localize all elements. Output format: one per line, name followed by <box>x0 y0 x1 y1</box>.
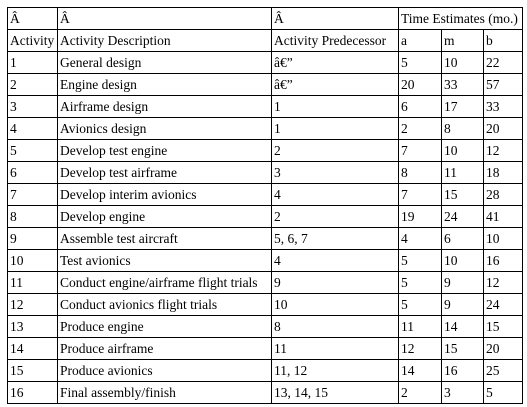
estimate-b-cell: 12 <box>484 140 523 162</box>
column-header-m: m <box>442 30 484 52</box>
estimate-a-cell: 5 <box>399 294 442 316</box>
estimate-b-cell: 28 <box>484 184 523 206</box>
predecessor-cell: 5, 6, 7 <box>272 228 399 250</box>
predecessor-cell: 13, 14, 15 <box>272 382 399 404</box>
predecessor-cell: 11 <box>272 338 399 360</box>
predecessor-cell: 8 <box>272 316 399 338</box>
description-cell: Avionics design <box>58 118 272 140</box>
activity-cell: 8 <box>8 206 58 228</box>
predecessor-cell: 4 <box>272 250 399 272</box>
estimate-b-cell: 10 <box>484 228 523 250</box>
predecessor-cell: 2 <box>272 206 399 228</box>
estimate-m-cell: 17 <box>442 96 484 118</box>
estimate-m-cell: 15 <box>442 338 484 360</box>
description-cell: Develop test airframe <box>58 162 272 184</box>
estimate-a-cell: 7 <box>399 140 442 162</box>
activity-cell: 5 <box>8 140 58 162</box>
estimate-b-cell: 16 <box>484 250 523 272</box>
estimate-b-cell: 22 <box>484 52 523 74</box>
activity-cell: 13 <box>8 316 58 338</box>
estimate-a-cell: 6 <box>399 96 442 118</box>
activity-cell: 6 <box>8 162 58 184</box>
estimate-m-cell: 24 <box>442 206 484 228</box>
description-cell: Conduct engine/airframe flight trials <box>58 272 272 294</box>
description-cell: Airframe design <box>58 96 272 118</box>
estimate-a-cell: 14 <box>399 360 442 382</box>
predecessor-cell: 4 <box>272 184 399 206</box>
table-row <box>8 184 523 206</box>
activity-cell: 9 <box>8 228 58 250</box>
table-row <box>8 206 523 228</box>
estimate-b-cell: 5 <box>484 382 523 404</box>
estimate-m-cell: 10 <box>442 52 484 74</box>
estimate-b-cell: 57 <box>484 74 523 96</box>
estimate-m-cell: 33 <box>442 74 484 96</box>
table-row <box>8 316 523 338</box>
time-estimates-header: Time Estimates (mo.) <box>399 8 523 30</box>
table-row <box>8 52 523 74</box>
estimate-m-cell: 6 <box>442 228 484 250</box>
estimate-m-cell: 10 <box>442 250 484 272</box>
estimate-b-cell: 18 <box>484 162 523 184</box>
description-cell: Develop test engine <box>58 140 272 162</box>
predecessor-cell: 1 <box>272 118 399 140</box>
description-cell: Final assembly/finish <box>58 382 272 404</box>
top-header-cell-2: Â <box>58 8 272 30</box>
description-cell: Develop engine <box>58 206 272 228</box>
estimate-m-cell: 10 <box>442 140 484 162</box>
estimate-b-cell: 15 <box>484 316 523 338</box>
estimate-b-cell: 41 <box>484 206 523 228</box>
estimate-a-cell: 5 <box>399 272 442 294</box>
activity-cell: 4 <box>8 118 58 140</box>
description-cell: Assemble test aircraft <box>58 228 272 250</box>
activity-cell: 3 <box>8 96 58 118</box>
estimate-a-cell: 2 <box>399 382 442 404</box>
predecessor-cell: 1 <box>272 96 399 118</box>
table-row <box>8 360 523 382</box>
estimate-a-cell: 2 <box>399 118 442 140</box>
column-header-predecessor: Activity Predecessor <box>272 30 399 52</box>
table-row <box>8 74 523 96</box>
activity-cell: 11 <box>8 272 58 294</box>
description-cell: General design <box>58 52 272 74</box>
estimate-a-cell: 5 <box>399 52 442 74</box>
estimate-a-cell: 8 <box>399 162 442 184</box>
table-row <box>8 338 523 360</box>
description-cell: Test avionics <box>58 250 272 272</box>
estimate-b-cell: 12 <box>484 272 523 294</box>
activity-cell: 10 <box>8 250 58 272</box>
activity-cell: 15 <box>8 360 58 382</box>
column-header-activity: Activity <box>8 30 58 52</box>
estimate-a-cell: 12 <box>399 338 442 360</box>
estimate-a-cell: 4 <box>399 228 442 250</box>
estimate-a-cell: 11 <box>399 316 442 338</box>
table-column-header-row <box>8 30 523 52</box>
predecessor-cell: â€” <box>272 74 399 96</box>
estimate-m-cell: 14 <box>442 316 484 338</box>
description-cell: Develop interim avionics <box>58 184 272 206</box>
activity-cell: 14 <box>8 338 58 360</box>
estimate-a-cell: 20 <box>399 74 442 96</box>
predecessor-cell: 10 <box>272 294 399 316</box>
estimate-a-cell: 19 <box>399 206 442 228</box>
column-header-a: a <box>399 30 442 52</box>
estimate-m-cell: 3 <box>442 382 484 404</box>
estimate-m-cell: 11 <box>442 162 484 184</box>
column-header-b: b <box>484 30 523 52</box>
table-row <box>8 118 523 140</box>
estimate-b-cell: 20 <box>484 118 523 140</box>
top-header-cell-3: Â <box>272 8 399 30</box>
estimate-m-cell: 16 <box>442 360 484 382</box>
description-cell: Produce engine <box>58 316 272 338</box>
description-cell: Conduct avionics flight trials <box>58 294 272 316</box>
predecessor-cell: 2 <box>272 140 399 162</box>
estimate-m-cell: 9 <box>442 272 484 294</box>
table-row <box>8 382 523 404</box>
estimate-a-cell: 7 <box>399 184 442 206</box>
table-row <box>8 96 523 118</box>
table-row <box>8 162 523 184</box>
table-row <box>8 250 523 272</box>
table-row <box>8 228 523 250</box>
estimate-m-cell: 8 <box>442 118 484 140</box>
activity-cell: 2 <box>8 74 58 96</box>
activity-time-estimates-table <box>7 7 523 404</box>
table-row <box>8 272 523 294</box>
table-row <box>8 294 523 316</box>
column-header-description: Activity Description <box>58 30 272 52</box>
description-cell: Engine design <box>58 74 272 96</box>
estimate-m-cell: 15 <box>442 184 484 206</box>
table-row <box>8 140 523 162</box>
estimate-m-cell: 9 <box>442 294 484 316</box>
predecessor-cell: â€” <box>272 52 399 74</box>
predecessor-cell: 3 <box>272 162 399 184</box>
estimate-b-cell: 25 <box>484 360 523 382</box>
activity-cell: 12 <box>8 294 58 316</box>
estimate-b-cell: 20 <box>484 338 523 360</box>
estimate-b-cell: 33 <box>484 96 523 118</box>
top-header-cell-1: Â <box>8 8 58 30</box>
estimate-a-cell: 5 <box>399 250 442 272</box>
table-top-header-row <box>8 8 523 30</box>
activity-cell: 16 <box>8 382 58 404</box>
description-cell: Produce airframe <box>58 338 272 360</box>
estimate-b-cell: 24 <box>484 294 523 316</box>
activity-cell: 1 <box>8 52 58 74</box>
predecessor-cell: 11, 12 <box>272 360 399 382</box>
predecessor-cell: 9 <box>272 272 399 294</box>
table-body <box>8 8 523 404</box>
activity-cell: 7 <box>8 184 58 206</box>
description-cell: Produce avionics <box>58 360 272 382</box>
